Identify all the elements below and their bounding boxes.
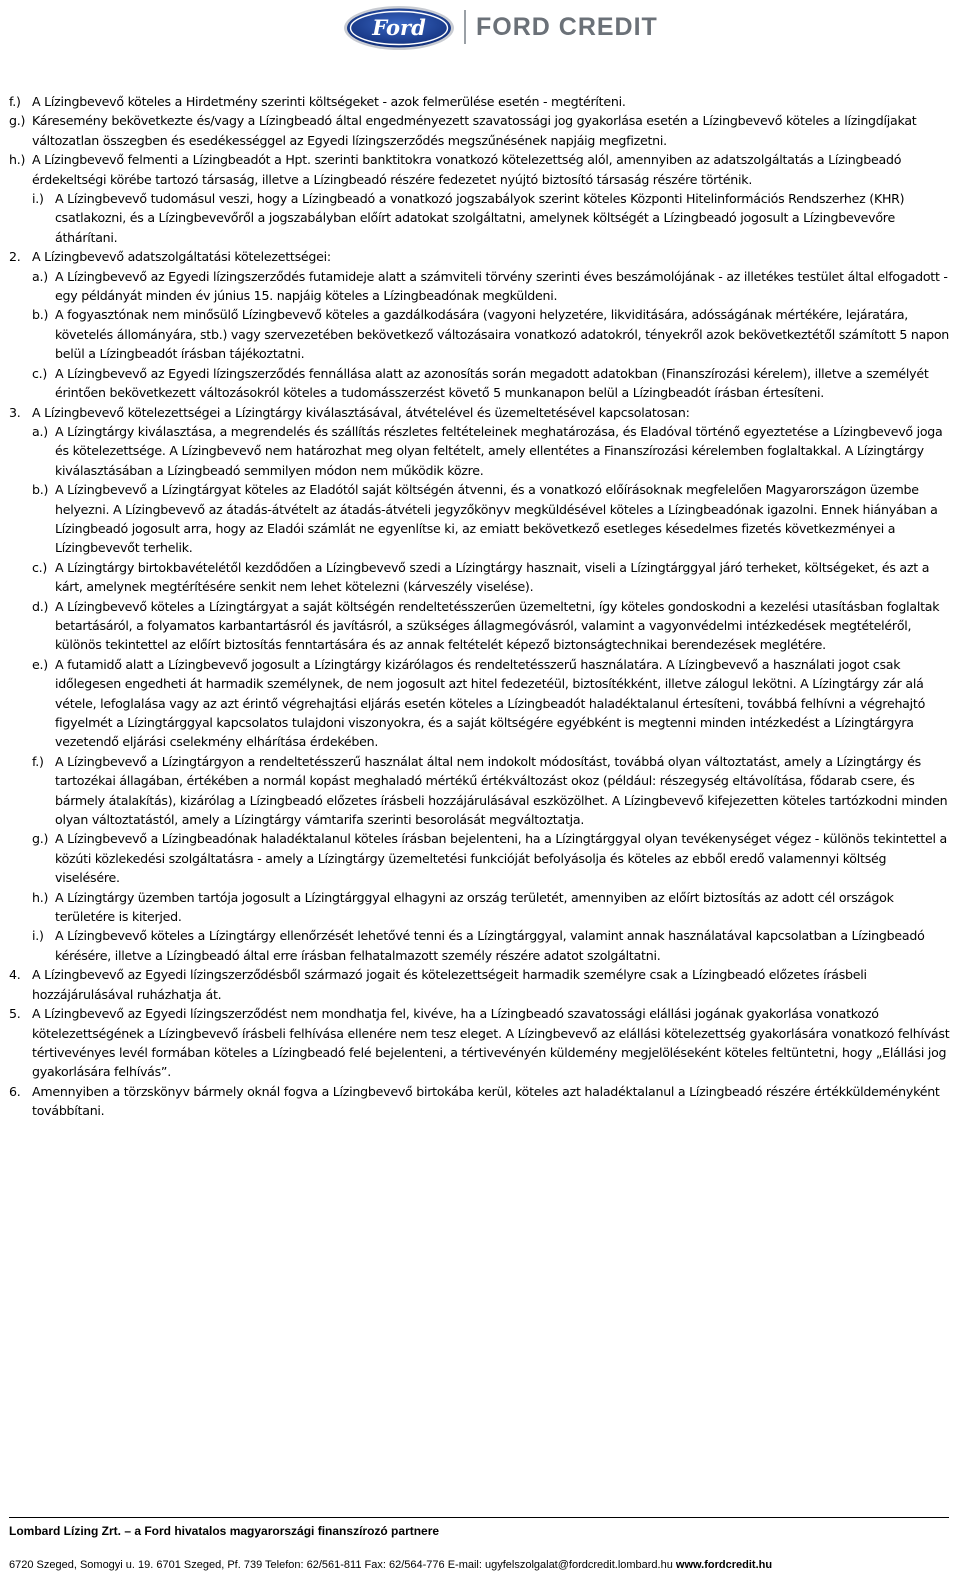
numbered-item <box>9 965 953 1004</box>
list-item <box>9 888 953 927</box>
item-label: 2. <box>9 249 21 265</box>
item-label: d.) <box>32 598 49 614</box>
item-label: g.) <box>32 831 49 847</box>
item-label: g.) <box>9 113 26 129</box>
item-text: A fogyasztónak nem minősülő Lízingbevevő köteles a gazdálkodására (vagyoni helyzetére, likviditására, adósságának mértékére, lejáratára, követelés állományára, stb.) vagy szervezetében bekövetkező változásaira vonatkozó adatokról, tényekről azok bekövetkeztétől számított 5 napon belül a Lízingbeadót írásban tájékoztatni. <box>55 307 950 362</box>
item-text: A Lízingbevevő az Egyedi lízingszerződés futamideje alatt a számviteli törvény szerinti éves beszámolójának - az illetékes testület által elfogadott - egy példányát minden év június 15. napjáig köteles a Lízingbeadónak megküldeni. <box>55 268 948 304</box>
item-text: A Lízingbevevő kötelezettségei a Lízingtárgy kiválasztásával, átvételével és üzemeltetésével kapcsolatosan: <box>32 404 690 420</box>
item-text: A Lízingbevevő felmenti a Lízingbeadót a Hpt. szerinti banktitokra vonatkozó kötelezettség alól, amennyiben az adatszolgáltatás a Lízingbeadó érdekeltségi körébe tartozó társaság, illetve a Lízingbeadó részére fedezetet nyújtó biztosító társaság részére történik. <box>32 152 902 187</box>
item-text: A Lízingbevevő adatszolgáltatási kötelezettségei: <box>32 249 331 265</box>
item-text: A Lízingbevevő köteles a Lízingtárgy ellenőrzését lehetővé tenni és a Lízingtárggyal, valamint annak használatával kapcsolatban a Lízingbeadó kérésére, illetve a Lízingbeadó által erre írásban felhatalmazott személy részére adatot szolgáltatni. <box>55 928 925 963</box>
item-text: A Lízingbevevő az Egyedi lízingszerződésből származó jogait és kötelezettségeit harmadik személyre csak a Lízingbeadó előzetes írásbeli hozzájárulásával ruházhatja át. <box>32 967 867 1002</box>
item-text: A Lízingbevevő a Lízingtárgyat köteles az Eladótól saját költségén átvenni, és a vonatkozó előírásoknak megfelelően Magyarországon üzembe helyezni. A Lízingbevevő az átadás-átvételt az átadás-átvételi jegyzőkönyv megküldésével köteles a Lízingbeadónak igazolni. Ennek hiányában a Lízingbeadó jogosult arra, hogy az Eladói számlát ne egyenlítse ki, az emiatt bekövetkező esetleges késedelmes fizetés következményei a Lízingbevevőt terhelik. <box>55 482 938 556</box>
list-item <box>9 597 953 655</box>
footer-address <box>9 1559 772 1571</box>
item-label: 3. <box>9 404 21 420</box>
list-item <box>9 92 953 111</box>
list-item <box>9 752 953 830</box>
item-label: a.) <box>32 423 48 439</box>
item-text: A futamidő alatt a Lízingbevevő jogosult a Lízingtárgy kizárólagos és rendeltetésszerű használatára. A Lízingbevevő a használati jogot csak időlegesen engedheti át harmadik személynek, de nem jogosult azt hitel fedezetéül, biztosítékként, illetve zálogul lekötni. A Lízingtárgy zár alá vétele, lefoglalása vagy az azt érintő végrehajtási eljárás esetén köteles a Lízingbeadót haladéktalanul értesíteni, továbbá felhívni a végrehajtó figyelmét a Lízingtárggyal kapcsolatos tulajdoni viszonyokra, és a saját költségére egyébként is megtenni minden intézkedést a Lízingtárgyra vezetendő eljárási cselekmény elhárítása érdekében. <box>55 656 926 750</box>
item-text: Káresemény bekövetkezte és/vagy a Lízingbeadó által engedményezett szavatossági jog gyakorlása esetén a Lízingbevevő köteles a lízingdíjakat változatlan összegben és esedékességgel az Egyedi lízingszerződés megszűnésének napjáig megfizetni. <box>32 113 917 148</box>
item-label: 6. <box>9 1083 21 1099</box>
header-separator <box>464 10 466 44</box>
item-label: h.) <box>32 889 49 905</box>
numbered-item <box>9 1004 953 1082</box>
document-body <box>9 92 953 1121</box>
page-header <box>0 0 960 60</box>
item-label: f.) <box>9 94 21 109</box>
numbered-item <box>9 403 953 422</box>
item-text: A Lízingbevevő tudomásul veszi, hogy a Lízingbeadó a vonatkozó jogszabályok szerint köteles Központi Hitelinformációs Rendszerhez (KHR) csatlakozni, és a Lízingbevevőről a jogszabályban előírt adatokat szolgáltatni, amelynek költségét a Lízingbeadó jogosult a Lízingbevevőre áthárítani. <box>55 191 905 245</box>
item-label: i.) <box>32 928 44 944</box>
item-text: A Lízingtárgy birtokbavételétől kezdődően a Lízingbevevő szedi a Lízingtárgy hasznait, viseli a Lízingtárggyal járó terheket, költségeket, és azt a kárt, amelynek megtérítésére senkit nem lehet kötelezni (kárveszély viselése). <box>55 559 930 595</box>
item-label: a.) <box>32 268 48 284</box>
item-label: e.) <box>32 656 48 672</box>
list-item <box>9 829 953 887</box>
numbered-item <box>9 1082 953 1121</box>
list-item <box>9 364 953 403</box>
list-item <box>9 189 953 247</box>
list-item <box>9 150 953 189</box>
list-item <box>9 111 953 150</box>
item-text: Amennyiben a törzskönyv bármely oknál fogva a Lízingbevevő birtokába kerül, köteles azt haladéktalanul a Lízingbeadó részére értékküldeményként továbbítani. <box>32 1083 940 1119</box>
item-label: h.) <box>9 152 26 168</box>
footer-contact: 6720 Szeged, Somogyi u. 19. 6701 Szeged, Pf. 739 Telefon: 62/561-811 Fax: 62/564-776 E-mail: ugyfelszolgalat@fordcredit.lombard.hu <box>9 1559 673 1571</box>
item-label: 5. <box>9 1006 21 1022</box>
item-label: f.) <box>32 753 44 769</box>
item-label: 4. <box>9 967 21 983</box>
brand-name: FORD CREDIT <box>476 13 658 41</box>
item-text: A Lízingtárgy kiválasztása, a megrendelés és szállítás részletes feltételeinek meghatározása, és Eladóval történő egyeztetése a Lízingbevevő joga és kötelezettsége. A Lízingbevevő nem határozhat meg olyan feltételt, amely ellentétes a Finanszírozási kérelemben foglaltakkal. A Lízingtárgy kiválasztásában a Lízingbeadó semmilyen módon nem működik közre. <box>55 423 943 478</box>
item-label: c.) <box>32 559 48 575</box>
footer-website[interactable]: www.fordcredit.hu <box>675 1559 773 1571</box>
numbered-item <box>9 247 953 266</box>
item-label: i.) <box>32 191 44 207</box>
list-item <box>9 480 953 558</box>
svg-text:Ford: Ford <box>372 15 426 40</box>
footer-company: Lombard Lízing Zrt. – a Ford hivatalos magyarországi finanszírozó partnere <box>9 1524 440 1538</box>
list-item <box>9 926 953 965</box>
item-text: A Lízingbevevő köteles a Lízingtárgyat a saját költségén rendeltetésszerűen üzemeltetni, így köteles gondoskodni a kezelési utasításban foglaltak betartásáról, a folyamatos karbantartásról és javításról, a szükséges állagmegóvásról, valamint a vagyonvédelmi intézkedések megtételéről, különös tekintettel az előírt biztosítás fenntartására és az annak feltételét képező biztonságtechnikai berendezések meglétére. <box>55 598 940 653</box>
item-text: A Lízingtárgy üzemben tartója jogosult a Lízingtárggyal elhagyni az ország területét, amennyiben az előírt biztosítás az adott cél országok területére is kiterjed. <box>55 889 894 925</box>
item-label: b.) <box>32 482 49 498</box>
list-item <box>9 558 953 597</box>
list-item <box>9 422 953 480</box>
list-item <box>9 305 953 363</box>
list-item <box>9 267 953 306</box>
list-item <box>9 655 953 752</box>
item-text: A Lízingbevevő a Lízingbeadónak haladéktalanul köteles írásban bejelenteni, ha a Lízingtárggyal olyan tevékenységet végez - különös tekintettel a közúti közlekedési szolgáltatásra - amely a Lízingtárgy üzemeltetési funkcióját befolyásolja és köteles az ebből eredő valamennyi költség viselésére. <box>55 831 947 886</box>
item-text: A Lízingbevevő az Egyedi lízingszerződést nem mondhatja fel, kivéve, ha a Lízingbeadó szavatossági elállási jogának gyakorlása vonatkozó kötelezettségének a Lízingbevevő írásbeli felhívása ellenére nem tesz eleget. A Lízingbevevő az elállási kötelezettség gyakorlására vonatkozó felhívást tértivevényes levél formában köteles a Lízingbeadó felé bejelenteni, a tértivevényén küldemény megjelöléseként köteles feltüntetni, hogy „Elállási jog gyakorlására felhívás”. <box>32 1006 950 1080</box>
item-text: A Lízingbevevő köteles a Hirdetmény szerinti költségeket - azok felmerülése esetén - megtéríteni. <box>32 94 626 109</box>
item-text: A Lízingbevevő a Lízingtárgyon a rendeltetésszerű használat által nem indokolt módosítást, továbbá olyan változtatást, amely a Lízingtárgy és tartozékai állagában, értékében a normál kopást meghaladó mértékű értékváltozást okoz (például: részegység eltávolítása, fődarab csere, és bármely átalakítás), kizárólag a Lízingbeadó előzetes írásbeli hozzájárulásával eszközölhet. A Lízingbevevő kifejezetten köteles tartózkodni minden olyan változtatástól, amely a Lízingtárgy vámtarifa szerinti besorolását megváltoztatja. <box>55 753 948 828</box>
item-label: c.) <box>32 365 48 381</box>
ford-logo-icon <box>343 5 455 51</box>
item-text: A Lízingbevevő az Egyedi lízingszerződés fennállása alatt az azonosítás során megadott adatokban (Finanszírozási kérelem), illetve a személyét érintően bekövetkezett változásokról köteles a tudomásszerzést követő 5 munkanapon belül a Lízingbeadót írásban értesíteni. <box>55 365 929 401</box>
footer-divider <box>9 1517 949 1518</box>
item-label: b.) <box>32 307 49 323</box>
